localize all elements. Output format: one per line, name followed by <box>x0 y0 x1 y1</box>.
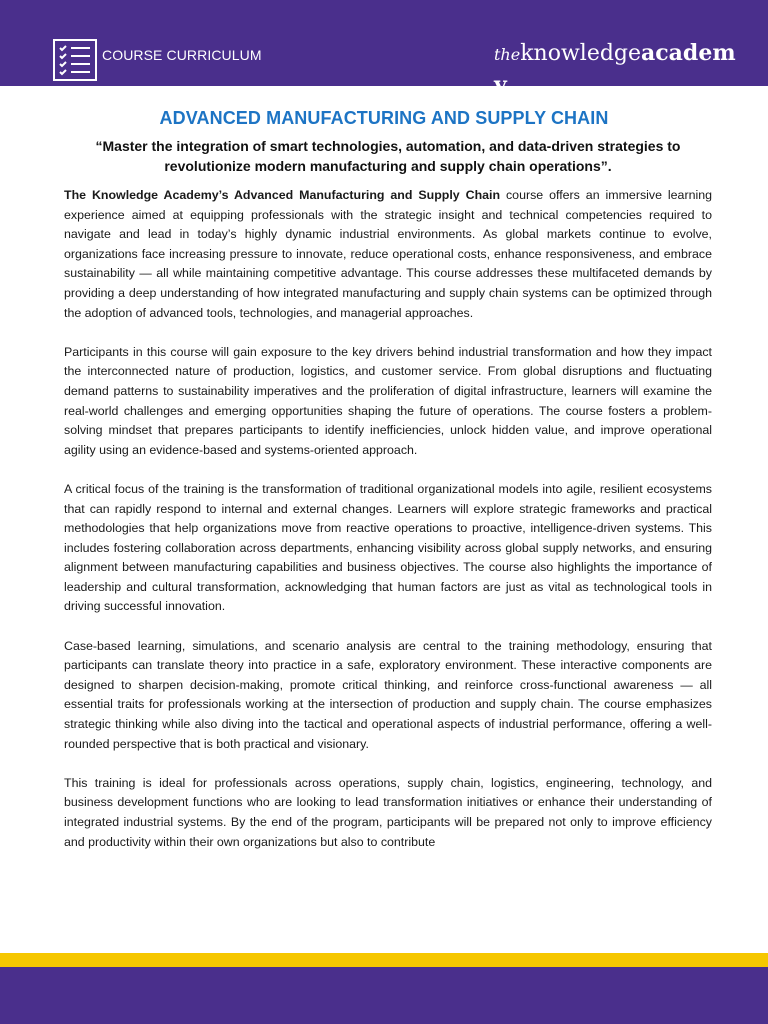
brand-the: the <box>494 45 521 64</box>
course-curriculum-label: COURSE CURRICULUM <box>102 47 262 63</box>
checklist-icon <box>52 38 98 82</box>
course-tagline: “Master the integration of smart technologies, automation, and data-driven strategies to revolutionize modern manufacturing and supply chain operations”. <box>95 138 681 174</box>
course-description <box>64 186 712 852</box>
intro-text: course offers an immersive learning experience aimed at equipping professionals with the strategic insight and technical competencies required to navigate and lead in today’s highly dynamic industrial environments. As global markets continue to evolve, organizations face increasing pressure to innovate, reduce operational costs, enhance responsiveness, and embrace sustainability — all while maintaining competitive advantage. This course addresses these multifaceted demands by providing a deep understanding of how integrated manufacturing and supply chain systems can be optimized through the adoption of advanced tools, technologies, and managerial approaches. <box>64 188 712 320</box>
paragraph-intro <box>64 186 712 323</box>
intro-lead: The Knowledge Academy’s Advanced Manufacturing and Supply Chain <box>64 188 501 202</box>
brand-logo <box>494 38 744 98</box>
brand-academy: academy <box>494 40 736 98</box>
page-footer <box>0 967 768 1024</box>
footer-gold-stripe <box>0 953 768 967</box>
brand-knowledge: knowledge <box>520 41 642 66</box>
paragraph-drivers: Participants in this course will gain exposure to the key drivers behind industrial transformation and how they impact the interconnected nature of production, logistics, and customer service. From global disruptions and fluctuating demand patterns to sustainability imperatives and the proliferation of digital infrastructure, learners will examine the real-world challenges and emerging opportunities shaping the future of operations. The course fosters a problem-solving mindset that prepares participants to identify inefficiencies, unlock hidden value, and improve operational agility using an evidence-based and systems-oriented approach. <box>64 344 712 457</box>
paragraph-transformation: A critical focus of the training is the transformation of traditional organizational models into agile, resilient ecosystems that can rapidly respond to internal and external changes. Learners will explore strategic frameworks and practical methodologies that help organizations move from reactive operations to proactive, intelligence-driven systems. This includes fostering collaboration across departments, enhancing visibility across global supply networks, and ensuring alignment between manufacturing capabilities and business objectives. The course also highlights the importance of leadership and cultural transformation, acknowledging that human factors are just as vital as technological tools in driving successful innovation. <box>64 481 712 614</box>
paragraph-methodology: Case-based learning, simulations, and scenario analysis are central to the training methodology, ensuring that participants can translate theory into practice in a safe, exploratory environment. These interactive components are designed to sharpen decision-making, promote critical thinking, and reinforce cross-functional awareness — all essential traits for professionals working at the intersection of production and supply chain. The course emphasizes strategic thinking while also diving into the tactical and operational aspects of industrial performance, offering a well-rounded perspective that is both practical and visionary. <box>64 638 712 751</box>
paragraph-audience: This training is ideal for professionals across operations, supply chain, logistics, engineering, technology, and business development functions who are looking to lead transformation initiatives or enhance their understanding of integrated industrial systems. By the end of the program, participants will be prepared not only to improve efficiency and productivity within their own organizations but also to contribute <box>64 775 712 849</box>
course-title: ADVANCED MANUFACTURING AND SUPPLY CHAIN <box>159 108 609 128</box>
page-header <box>0 0 768 98</box>
